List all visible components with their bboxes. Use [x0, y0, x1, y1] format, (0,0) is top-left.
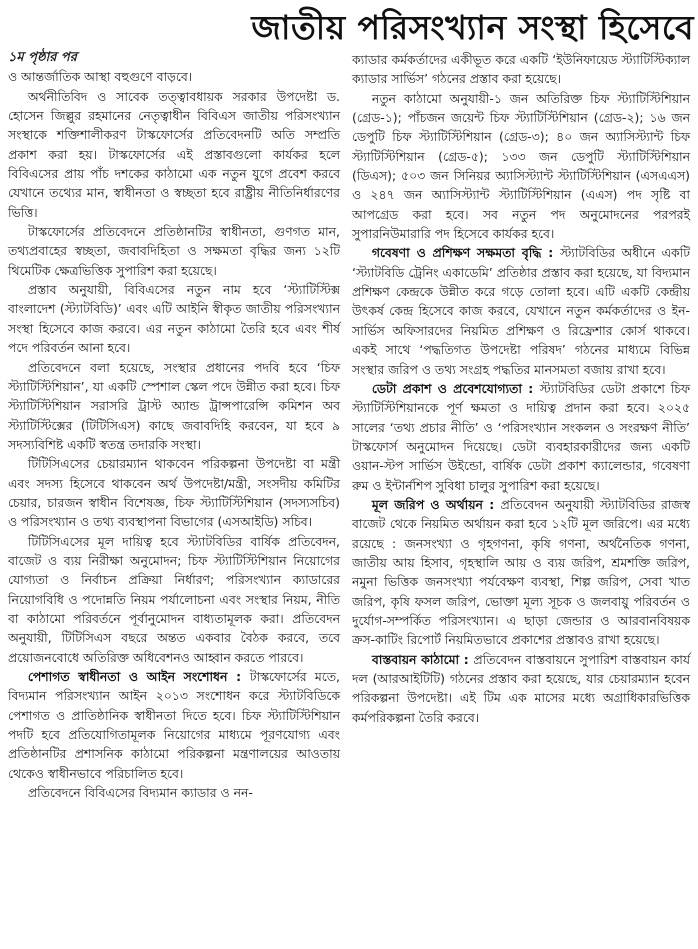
article-paragraph: [8, 667, 340, 783]
headline: জাতীয় পরিসংখ্যান সংস্থা হিসেবে: [251, 8, 694, 47]
article-paragraph: [352, 379, 690, 495]
paragraph-text: স্ট্যাটবিডির ডেটা প্রকাশে চিফ স্ট্যাটিস্টিশিয়ানকে পূর্ণ ক্ষমতা ও দায়িত্ব প্রদান করা হবে। ২০২৫ সালের ‘তথ্য প্রচার নীতি’ ও ‘পরিসংখ্যান সংকলন ও সংরক্ষণ নীতি’ টাস্কফোর্স অনুমোদন দিয়েছে। ডেটা ব্যবহারকারীদের জন্য একটি ওয়ান-স্টপ সার্ভিস উইন্ডো, বার্ষিক ডেটা প্রকাশ ক্যালেন্ডার, গবেষণা রুম ও ইন্টার্নশিপ সুবিধা চালুর সুপারিশ করা হয়েছে।: [352, 380, 690, 493]
paragraph-text: টিটিসিএসের চেয়ারম্যান থাকবেন পরিকল্পনা উপদেষ্টা বা মন্ত্রী এবং সদস্য হিসেবে থাকবেন অর্থ উপদেষ্টা/মন্ত্রী, সংসদীয় কমিটির চেয়ার, চারজন স্বাধীন বিশেষজ্ঞ, চিফ স্ট্যাটিস্টিশিয়ান (সদস্যসচিব) ও পরিসংখ্যান ও তথ্য ব্যবস্থাপনা বিভাগের (এসআইডি) সচিব।: [8, 456, 340, 530]
article-paragraph: [8, 87, 340, 222]
paragraph-text: প্রতিবেদন অনুযায়ী স্ট্যাটবিডির রাজস্ব বাজেট থেকে নিয়মিত অর্থায়ন করা হবে ১২টি মূল জরিপে। এর মধ্যে রয়েছে : জনসংখ্যা ও গৃহগণনা, কৃষি গণনা, অর্থনৈতিক গণনা, জাতীয় আয় হিসাব, গৃহস্থালি আয় ও ব্যয় জরিপ, শ্রমশক্তি জরিপ, নমুনা ভিত্তিক জনসংখ্যা পর্যবেক্ষণ ব্যবস্থা, শিল্প জরিপ, সেবা খাত জরিপ, কৃষি ফসল জরিপ, ভোক্তা মূল্য সূচক ও জলবায়ু পরিবর্তন ও দুর্যোগ-সম্পর্কিত পরিসংখ্যান। এ ছাড়া জেন্ডার ও আরবানবিষয়ক ক্রস-কাটিং রিপোর্ট নিয়মিতভাবে প্রকাশের প্রস্তাবও রাখা হয়েছে।: [352, 496, 691, 648]
paragraph-text: প্রতিবেদনে বলা হয়েছে, সংস্থার প্রধানের পদবি হবে ‘চিফ স্ট্যাটিস্টিশিয়ান’, যা একটি স্পেশাল স্কেল পদে উন্নীত করা হবে। চিফ স্ট্যাটিস্টিশিয়ান সরাসরি ট্রাস্ট অ্যান্ড ট্রান্সপারেন্সি কমিশন অব স্ট্যাটিস্টিক্সের (টিটিসিএস) কাছে জবাবদিহি করবেন, যা হবে ৯ সদস্যবিশিষ্ট একটি স্বতন্ত্র তদারকি সংস্থা।: [8, 359, 340, 452]
paragraph-text: ক্যাডার কর্মকর্তাদের একীভূত করে একটি ‘ইউনিফায়েড স্ট্যাটিস্টিক্যাল ক্যাডার সার্ভিস’ গঠনের প্রস্তাব করা হয়েছে।: [352, 52, 690, 87]
article-paragraph: [8, 222, 340, 280]
paragraph-text: নতুন কাঠামো অনুযায়ী-১ জন অতিরিক্ত চিফ স্ট্যাটিস্টিশিয়ান (গ্রেড-১); পাঁচজন জয়েন্ট চিফ স্ট্যাটিস্টিশিয়ান (গ্রেড-২); ১৬ জন ডেপুটি চিফ স্ট্যাটিস্টিশিয়ান (গ্রেড-৩); ৪০ জন অ্যাসিস্ট্যান্ট চিফ স্ট্যাটিস্টিশিয়ান (গ্রেড-৫); ১৩৩ জন ডেপুটি স্ট্যাটিস্টিশিয়ান (ডিএস); ৫০৩ জন সিনিয়র অ্যাসিস্ট্যান্ট স্ট্যাটিস্টিশিয়ান (এসএএস) ও ২৪৭ জন অ্যাসিস্ট্যান্ট স্ট্যাটিস্টিশিয়ান (এএস) পদ সৃষ্টি বা আপগ্রেড করা হবে। সব নতুন পদ অনুমোদনের পরপরই সুপারনিউমারারি পদ হিসেবে কার্যকর হবে।: [352, 90, 690, 242]
article-paragraph: [8, 358, 340, 455]
article-paragraph: [352, 495, 690, 650]
continuation-kicker: ১ম পৃষ্ঠার পর: [8, 50, 77, 65]
article-paragraph: [8, 67, 340, 86]
paragraph-text: টাস্কফোর্সের মতে, বিদ্যমান পরিসংখ্যান আইন ২০১৩ সংশোধন করে স্ট্যাটবিডিকে পেশাগত ও প্রাতিষ্ঠানিক স্বাধীনতা দিতে হবে। চিফ স্ট্যাটিস্টিশিয়ান পদটি হবে প্রতিযোগিতামূলক নিয়োগের মাধ্যমে পূরণযোগ্য এবং প্রতিষ্ঠানটির প্রশাসনিক কাঠামো পরিকল্পনা মন্ত্রণালয়ের আওতায় থেকেও স্বাধীনভাবে পরিচালিত হবে।: [8, 669, 340, 781]
paragraph-text: প্রতিবেদন বাস্তবায়নে সুপারিশ বাস্তবায়ন কার্য দল (আরআইটিটি) গঠনের প্রস্তাব করা হয়েছে, যার চেয়ারম্যান হবেন পরিকল্পনা উপদেষ্টা। এই টিম এক মাসের মধ্যে অগ্রাধিকারভিত্তিক কর্মপরিকল্পনা তৈরি করবে।: [352, 651, 690, 725]
paragraph-subheading: ডেটা প্রকাশ ও প্রবেশযোগ্যতা :: [371, 380, 540, 396]
article-paragraph: [352, 89, 690, 244]
paragraph-text: প্রতিবেদনে বিবিএসের বিদ্যমান ক্যাডার ও নন-: [27, 785, 253, 801]
article-paragraph: [8, 454, 340, 531]
article-paragraph: [8, 280, 340, 357]
article-paragraph: [352, 50, 690, 89]
right-paragraphs: [352, 50, 690, 727]
article-paragraph: [352, 243, 690, 378]
paragraph-text: টিটিসিএসের মূল দায়িত্ব হবে স্ট্যাটবিডির বার্ষিক প্রতিবেদন, বাজেট ও ব্যয় নিরীক্ষা অনুমোদন; চিফ স্ট্যাটিস্টিশিয়ান নিয়োগের যোগ্যতা ও নির্বাচন প্রক্রিয়া নির্ধারণ; পরিসংখ্যান ক্যাডারের নিয়োগবিধি ও পদোন্নতি নিয়ম পর্যালোচনা এবং সংস্থার নিয়ম, নীতি বা কাঠামো পরিবর্তনে পূর্বানুমোদন বাধ্যতামূলক করা। প্রতিবেদন অনুযায়ী, টিটিসিএস বছরে অন্তত একবার বৈঠক করবে, তবে প্রয়োজনবোধে অতিরিক্ত অধিবেশনও আহ্বান করতে পারবে।: [8, 533, 340, 665]
paragraph-subheading: মূল জরিপ ও অর্থায়ন :: [371, 496, 501, 512]
article-paragraph: [352, 650, 690, 727]
paragraph-subheading: পেশাগত স্বাধীনতা ও আইন সংশোধন :: [27, 669, 250, 684]
article-column-right: [352, 50, 690, 727]
article-column-left: [8, 48, 340, 802]
paragraph-text: প্রস্তাব অনুযায়ী, বিবিএসের নতুন নাম হবে ‘স্ট্যাটিস্টিক্স বাংলাদেশ (স্ট্যাটবিডি)’ এবং এটি আইনি স্বীকৃত জাতীয় পরিসংখ্যান সংস্থা হিসেবে কাজ করবে। এর নতুন কাঠামো তৈরি হবে এবং শীর্ষ পদে পরিবর্তন আনা হবে।: [8, 282, 340, 356]
paragraph-subheading: বাস্তবায়ন কাঠামো :: [371, 651, 474, 667]
paragraph-text: ও আন্তর্জাতিক আস্থা বহুগুণে বাড়বে।: [8, 69, 193, 85]
article-paragraph: [8, 783, 340, 802]
paragraph-text: অর্থনীতিবিদ ও সাবেক তত্ত্বাবধায়ক সরকার উপদেষ্টা ড. হোসেন জিল্লুর রহমানের নেতৃত্বাধীন বিবিএস জাতীয় পরিসংখ্যান সংস্থাকে শক্তিশালীকরণ টাস্কফোর্সের প্রতিবেদনটি অতি সম্প্রতি প্রকাশ করা হয়। টাস্কফোর্সের এই প্রস্তাবগুলো কার্যকর হলে বিবিএসের প্রায় পাঁচ দশকের কাঠামো এক নতুন যুগে প্রবেশ করবে যেখানে তথ্যের মান, স্বাধীনতা ও স্বচ্ছতা হবে রাষ্ট্রীয় নীতিনির্ধারণের ভিত্তি।: [8, 88, 340, 220]
paragraph-text: স্ট্যাটবিডির অধীনে একটি ‘স্ট্যাটবিডি ট্রেনিং একাডেমি’ প্রতিষ্ঠার প্রস্তাব করা হয়েছে, যা বিদ্যমান প্রশিক্ষণ কেন্দ্রকে উন্নীত করে গড়ে তোলা হবে। এটি একটি কেন্দ্রীয় উৎকর্ষ কেন্দ্র হিসেবে কাজ করবে, যেখানে নতুন কর্মকর্তাদের ও ইন-সার্ভিস অফিসারদের নিয়মিত প্রশিক্ষণ ও রিফ্রেশার কোর্স থাকবে। একই সাথে ‘পদ্ধতিগত উপদেষ্টা পরিষদ’ গঠনের মাধ্যমে বিভিন্ন সংস্থার জরিপ ও তথ্য সংগ্রহ পদ্ধতির মানসমতা বজায় রাখা হবে।: [352, 245, 690, 377]
left-paragraphs: [8, 67, 340, 802]
article-paragraph: [8, 532, 340, 667]
paragraph-text: টাস্কফোর্সের প্রতিবেদনে প্রতিষ্ঠানটির স্বাধীনতা, গুণগত মান, তথ্যপ্রবাহের স্বচ্ছতা, জবাবদিহিতা ও সক্ষমতা বৃদ্ধির জন্য ১২টি থিমেটিক ক্ষেত্রভিত্তিক সুপারিশ করা হয়েছে।: [8, 224, 340, 278]
paragraph-subheading: গবেষণা ও প্রশিক্ষণ সক্ষমতা বৃদ্ধি :: [371, 245, 560, 261]
